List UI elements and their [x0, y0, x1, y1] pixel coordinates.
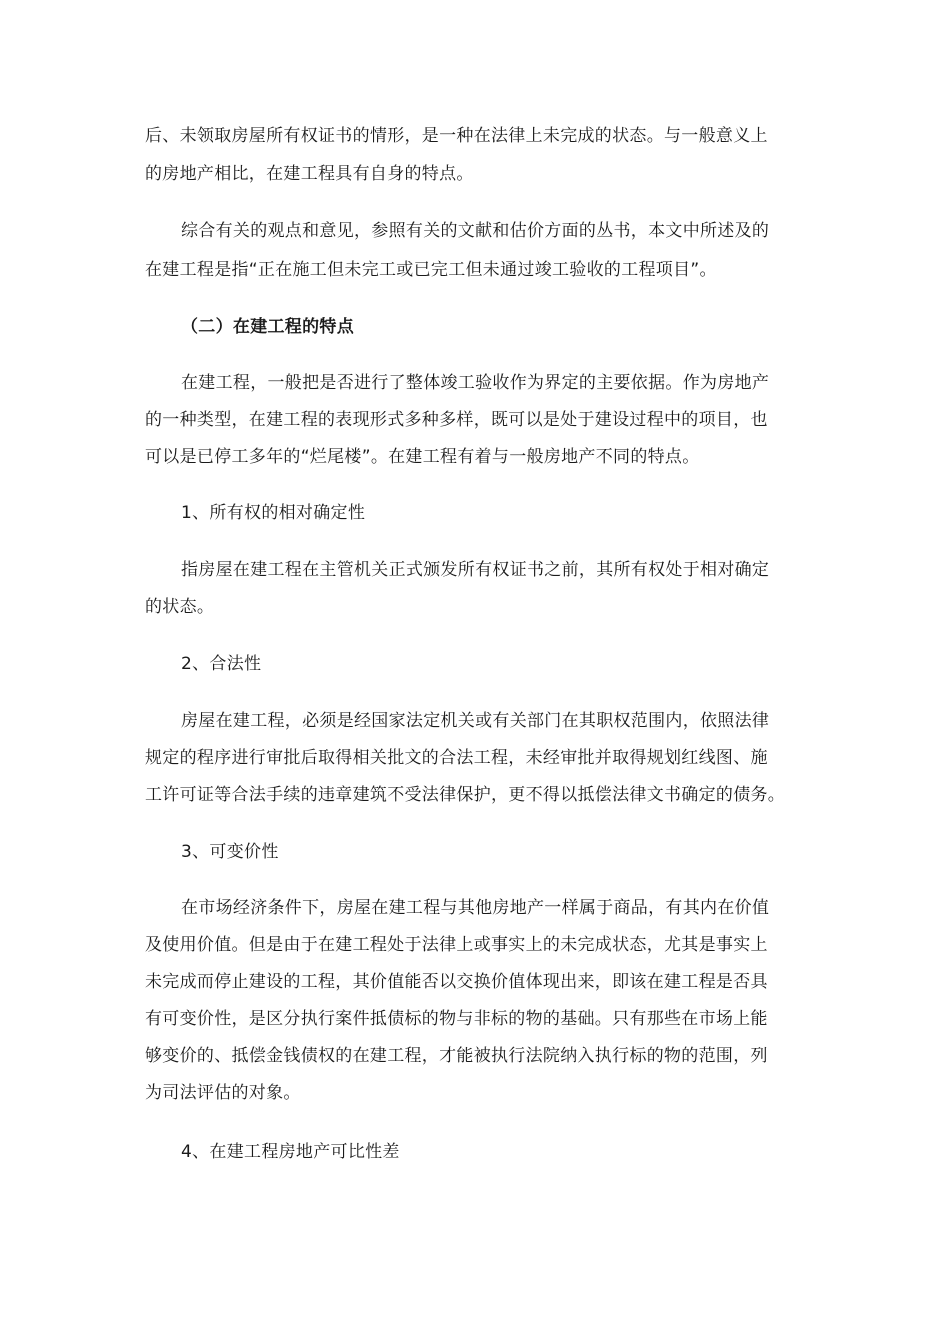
- item-1-title: 1、所有权的相对确定性: [181, 503, 366, 523]
- paragraph-1-line-1: 后、未领取房屋所有权证书的情形，是一种在法律上未完成的状态。与一般意义上: [145, 126, 768, 146]
- paragraph-2-line-1: 综合有关的观点和意见，参照有关的文献和估价方面的丛书，本文中所述及的: [181, 221, 770, 241]
- item-3-body-line-5: 够变价的、抵偿金钱债权的在建工程，才能被执行法院纳入执行标的物的范围，列: [145, 1046, 768, 1066]
- item-3-body-line-1: 在市场经济条件下，房屋在建工程与其他房地产一样属于商品，有其内在价值: [181, 898, 770, 918]
- item-1-body-line-1: 指房屋在建工程在主管机关正式颁发所有权证书之前，其所有权处于相对确定: [181, 560, 770, 580]
- item-3-body-line-4: 有可变价性，是区分执行案件抵债标的物与非标的物的基础。只有那些在市场上能: [145, 1009, 768, 1029]
- paragraph-1-line-2: 的房地产相比，在建工程具有自身的特点。: [145, 164, 474, 184]
- item-3-body-line-2: 及使用价值。但是由于在建工程处于法律上或事实上的未完成状态，尤其是事实上: [145, 935, 768, 955]
- item-3-body-line-3: 未完成而停止建设的工程，其价值能否以交换价值体现出来，即该在建工程是否具: [145, 972, 768, 992]
- item-2-body-line-1: 房屋在建工程，必须是经国家法定机关或有关部门在其职权范围内，依照法律: [181, 711, 770, 731]
- item-4-title: 4、在建工程房地产可比性差: [181, 1142, 400, 1162]
- item-3-title: 3、可变价性: [181, 842, 279, 862]
- item-1-body-line-2: 的状态。: [145, 597, 215, 617]
- item-2-body-line-3: 工许可证等合法手续的违章建筑不受法律保护，更不得以抵偿法律文书确定的债务。: [145, 785, 786, 805]
- item-2-title: 2、合法性: [181, 654, 262, 674]
- section-heading: （二）在建工程的特点: [181, 317, 354, 337]
- item-3-body-line-6: 为司法评估的对象。: [145, 1083, 301, 1103]
- paragraph-3-line-1: 在建工程，一般把是否进行了整体竣工验收作为界定的主要依据。作为房地产: [181, 373, 770, 393]
- paragraph-3-line-3: 可以是已停工多年的“烂尾楼”。在建工程有着与一般房地产不同的特点。: [145, 447, 700, 467]
- paragraph-3-line-2: 的一种类型，在建工程的表现形式多种多样，既可以是处于建设过程中的项目，也: [145, 410, 768, 430]
- paragraph-2-line-2: 在建工程是指“正在施工但未完工或已完工但未通过竣工验收的工程项目”。: [145, 260, 717, 280]
- item-2-body-line-2: 规定的程序进行审批后取得相关批文的合法工程，未经审批并取得规划红线图、施: [145, 748, 768, 768]
